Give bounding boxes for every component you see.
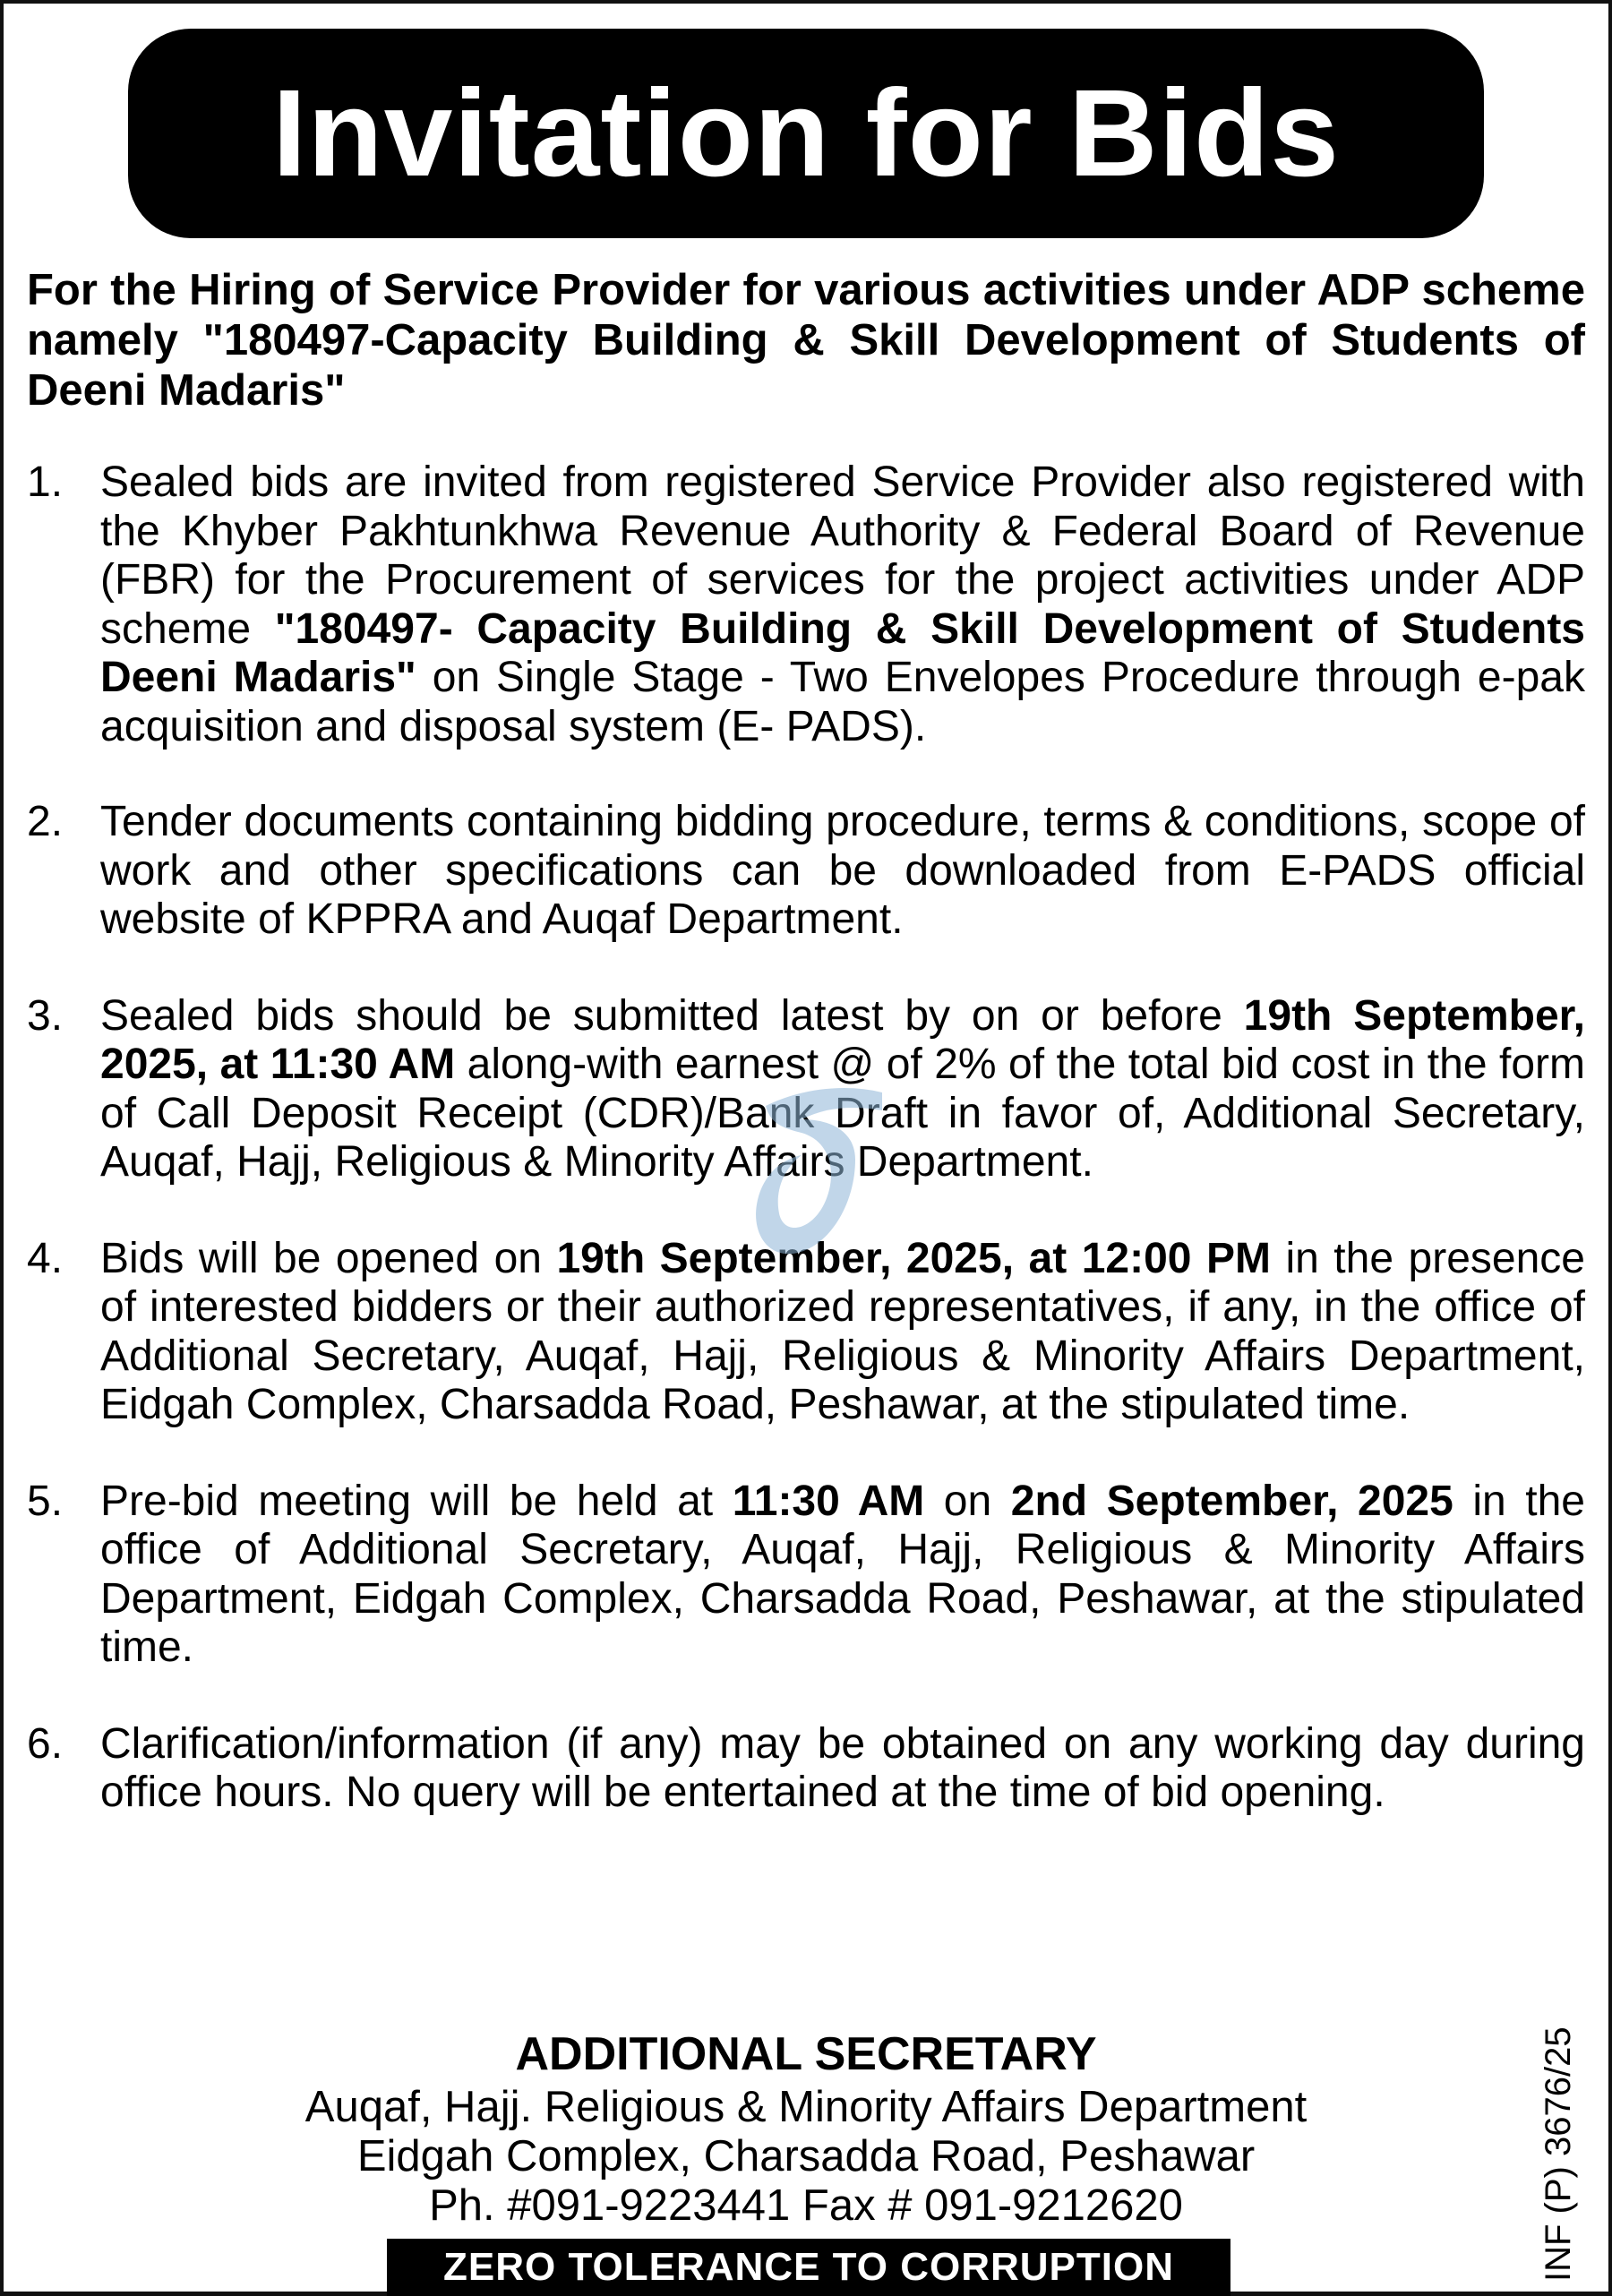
clause-text-part: Sealed bids should be submitted latest by on or before: [100, 991, 1244, 1040]
clause-item: [27, 1235, 1585, 1430]
clause-item: [27, 798, 1585, 945]
clause-item: [27, 1478, 1585, 1673]
clause-text-part: in the office of Additional Secretary, Auqaf, Hajj, Religious & Minority Affairs Department, Eidgah Complex, Charsadda Road, Peshawar, at the stipulated time.: [100, 1477, 1585, 1671]
clause-number: 1.: [27, 458, 64, 506]
clause-text-part: on: [924, 1477, 1011, 1525]
clause-number: 5.: [27, 1477, 64, 1525]
clause-text: [100, 1235, 1585, 1430]
title-banner: [128, 29, 1484, 238]
clause-text-bold: 11:30 AM: [732, 1477, 925, 1525]
clause-number: 6.: [27, 1719, 64, 1768]
watermark-logo-icon: [748, 1070, 891, 1258]
slogan-text: ZERO TOLERANCE TO CORRUPTION: [443, 2245, 1174, 2289]
clause-number: 2.: [27, 798, 64, 845]
clause-text: [100, 1478, 1585, 1673]
clause-text-bold: 2nd September, 2025: [1010, 1477, 1453, 1525]
clause-text-part: on Single Stage - Two Envelopes Procedure through e-pak acquisition and disposal system (E- PADS).: [100, 654, 1585, 750]
clause-number: 4.: [27, 1234, 64, 1282]
reference-number: INF (P) 3676/25: [1539, 2026, 1578, 2282]
clause-text-bold: 19th September, 2025, at 12:00 PM: [556, 1234, 1271, 1282]
clause-text-bold: "180497- Capacity Building & Skill Development of Students Deeni Madaris": [100, 604, 1586, 701]
signatory-title: ADDITIONAL SECRETARY: [515, 2028, 1097, 2080]
clause-text-part: Tender documents containing bidding procedure, terms & conditions, scope of work and other specifications can be downloaded from E-PADS official website of KPPRA and Auqaf Department.: [100, 798, 1585, 943]
signatory-contact: Ph. #091-9223441 Fax # 091-9212620: [429, 2181, 1183, 2230]
clause-number: 3.: [27, 991, 64, 1040]
signatory-department: Auqaf, Hajj. Religious & Minority Affairs Department: [304, 2083, 1308, 2131]
clause-item: [27, 458, 1585, 751]
clause-text-bold: 19th September, 2025, at 11:30 AM: [100, 991, 1586, 1088]
clause-text: [100, 798, 1585, 945]
clause-text-part: along-with earnest @ of 2% of the total bid cost in the form of Call Deposit Receipt (CDR)/Bank Draft in favor of, Additional Secretary, Auqaf, Hajj, Religious & Minority Affairs Department.: [100, 1041, 1586, 1186]
document-subtitle: For the Hiring of Service Provider for various activities under ADP scheme namely "180497-Capacity Building & Skill Development of Students of Deeni Madaris": [27, 266, 1585, 415]
clause-text: [100, 458, 1585, 751]
clause-text-part: in the presence of interested bidders or their authorized representatives, if any, in the office of Additional Secretary, Auqaf, Hajj, Religious & Minority Affairs Department, Eidgah Complex, Charsadda Road, Peshawar, at the stipulated time.: [100, 1234, 1585, 1428]
clause-item: [27, 1720, 1585, 1818]
clause-text-part: Bids will be opened on: [100, 1234, 557, 1282]
slogan-banner: [387, 2239, 1230, 2296]
clause-text-part: Sealed bids are invited from registered Service Provider also registered with the Khyber Pakhtunkhwa Revenue Authority & Federal Board of Revenue (FBR) for the Procurement of services for the project activities under ADP scheme: [100, 458, 1585, 653]
clause-text-part: Pre-bid meeting will be held at: [100, 1477, 733, 1525]
document-title: Invitation for Bids: [272, 64, 1340, 202]
clause-text: [100, 1720, 1585, 1818]
clause-text-part: Clarification/information (if any) may be obtained on any working day during office hours. No query will be entertained at the time of bid opening.: [100, 1719, 1585, 1816]
signatory-address: Eidgah Complex, Charsadda Road, Peshawar: [356, 2132, 1256, 2180]
